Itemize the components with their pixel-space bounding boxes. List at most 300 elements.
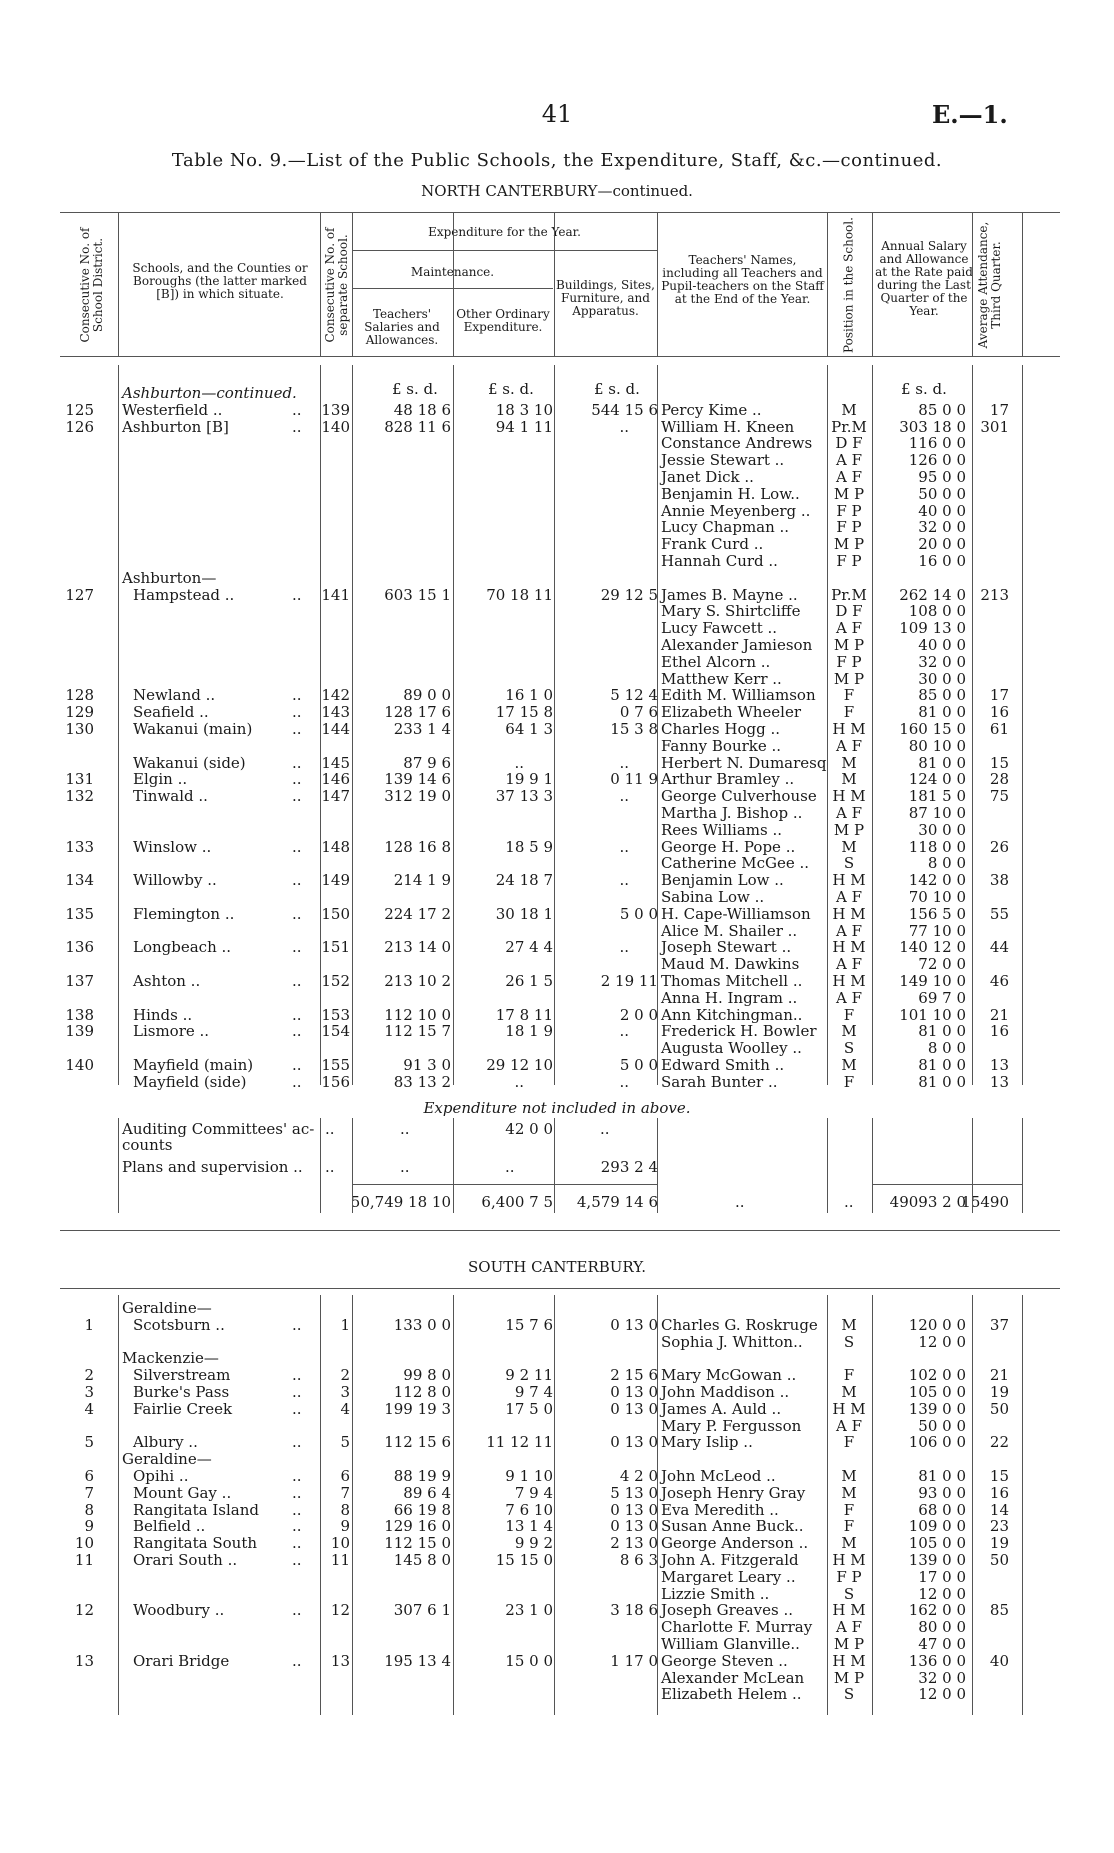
leader-dots: .. [292,1651,302,1670]
total-position: .. [844,1193,854,1211]
column-rule [1022,212,1023,357]
salaries-value: .. [400,1158,410,1176]
salaries-value: 112 15 7 [384,1022,451,1041]
salaries-value: 88 19 9 [393,1467,451,1485]
school-no: .. [325,1158,335,1176]
column-rule [827,212,828,357]
table-row [0,486,1114,503]
other-value: .. [505,1158,515,1176]
table-row [0,1074,1114,1091]
school-name: Tinwald .. [133,787,208,806]
annual-salary: 40 0 0 [918,501,966,520]
teacher-name: Rees Williams .. [661,820,783,839]
teacher-name: Mary S. Shirtcliffe [661,602,801,621]
school-no: 13 [330,1651,350,1670]
school-name: Lismore .. [133,1022,210,1041]
school-name: Opihi .. [133,1467,189,1485]
table-row [0,536,1114,553]
column-rule [453,1295,454,1715]
other-value: 70 18 11 [486,585,553,604]
position: F P [836,1567,862,1586]
table-row [0,1686,1114,1703]
table-row [0,654,1114,671]
salaries-value: .. [400,1120,410,1138]
position: H M [832,871,866,890]
position: M [841,837,857,856]
district-no: 125 [65,400,94,419]
attendance: 23 [989,1517,1009,1536]
header-bottom-rule [60,356,1060,357]
annual-salary: 77 10 0 [908,921,966,940]
table-row [0,872,1114,889]
attendance: 40 [989,1651,1009,1670]
position: H M [832,972,866,990]
salaries-value: 603 15 1 [384,585,451,604]
teacher-name: Charles Hogg .. [661,720,781,738]
table-row [0,570,1114,587]
table-row [0,973,1114,990]
leader-dots: .. [292,787,302,806]
position: F [843,1072,855,1091]
school-no: 12 [330,1601,350,1620]
table-row [0,889,1114,906]
school-name: Geraldine— [122,1450,212,1469]
teacher-name: Arthur Bramley .. [661,770,795,789]
school-no: 3 [340,1383,350,1401]
column-rule [453,1118,454,1213]
annual-salary: 81 0 0 [918,1072,966,1091]
position: A F [835,888,862,906]
position: Pr.M [831,585,867,604]
school-name: Newland .. [133,686,216,705]
leader-dots: .. [292,1005,302,1024]
totals-rule [353,1184,658,1185]
total-attendance: 15490 [961,1193,1009,1211]
school-name: Orari Bridge [133,1651,230,1670]
salaries-value: 213 10 2 [384,972,451,990]
header-salary: Annual Salary and Allowance at the Rate paid during the Last Quarter of the Year. [875,239,973,318]
attendance: 22 [989,1433,1009,1452]
annual-salary: 50 0 0 [918,484,966,503]
school-name: Scotsburn .. [133,1315,225,1334]
leader-dots: .. [292,1433,302,1452]
buildings-value: .. [619,837,629,856]
buildings-value: 2 19 11 [600,972,658,990]
header-expenditure: Expenditure for the Year. [428,225,581,239]
position: S [843,1584,855,1603]
other-value: 64 1 3 [505,720,553,738]
totals-row [0,1194,1114,1211]
position: A F [835,1618,862,1637]
table-row [0,755,1114,772]
other-value: 13 1 4 [505,1517,553,1536]
district-no: 4 [84,1399,94,1418]
school-name: Mayfield (main) [133,1056,254,1074]
position: F [843,1500,855,1519]
leader-dots: .. [292,1315,302,1334]
buildings-value: 0 13 0 [610,1433,658,1452]
school-no: 8 [340,1500,350,1519]
school-no: 139 [321,400,350,419]
teacher-name: Benjamin H. Low.. [661,484,800,503]
column-rule [352,1118,353,1213]
leader-dots: .. [292,871,302,890]
school-no: 142 [321,686,350,705]
other-value: 15 0 0 [505,1651,553,1670]
column-rule [657,365,658,1085]
annual-salary: 81 0 0 [918,753,966,772]
column-rule [352,212,353,357]
attendance: 55 [989,904,1009,923]
school-name: Willowby .. [133,871,217,890]
district-no: 3 [84,1383,94,1401]
district-no: 10 [74,1534,94,1553]
annual-salary: 162 0 0 [908,1601,966,1620]
header-school-no: Consecutive No. of separate School. [323,227,350,343]
annual-salary: 93 0 0 [918,1483,966,1502]
table-row [0,1552,1114,1569]
district-no: 11 [74,1551,94,1569]
position: A F [835,619,862,638]
column-rule [827,365,828,1085]
salaries-value: 213 14 0 [384,938,451,957]
school-name: Ashburton [B] [122,417,229,436]
position: H M [832,904,866,923]
salaries-value: 112 15 0 [384,1534,451,1553]
teacher-name: Lizzie Smith .. [661,1584,770,1603]
teacher-name: Lucy Fawcett .. [661,619,778,638]
table-row [0,1451,1114,1468]
currency-ann: £ s. d. [901,380,947,398]
table-row [0,704,1114,721]
teacher-name: John A. Fitzgerald [661,1551,799,1569]
column-rule [657,1295,658,1715]
position: M [841,753,857,772]
school-no: 141 [321,585,350,604]
school-name: Rangitata South [133,1534,258,1553]
annual-salary: 106 0 0 [908,1433,966,1452]
attendance: 15 [989,753,1009,772]
district-no: 130 [65,720,94,738]
position: A F [835,921,862,940]
position: S [843,1332,855,1351]
table-row [0,1619,1114,1636]
other-value: 11 12 11 [486,1433,553,1452]
other-value: 26 1 5 [505,972,553,990]
attendance: 28 [989,770,1009,789]
district-no: 133 [65,837,94,856]
salaries-value: 139 14 6 [384,770,451,789]
annual-salary: 30 0 0 [918,669,966,688]
teacher-name: Eva Meredith .. [661,1500,779,1519]
school-no: 6 [340,1467,350,1485]
teacher-name: George Steven .. [661,1651,788,1670]
district-no: 8 [84,1500,94,1519]
district-no: 131 [65,770,94,789]
leader-dots: .. [292,400,302,419]
table-row [0,1040,1114,1057]
buildings-value: 0 13 0 [610,1383,658,1401]
table-title: Table No. 9.—List of the Public Schools, the Expenditure, Staff, &c.—continued. [171,150,943,171]
other-value: 94 1 11 [495,417,553,436]
teacher-name: Edward Smith .. [661,1056,785,1074]
teacher-name: James A. Auld .. [661,1399,782,1418]
attendance: 14 [989,1500,1009,1519]
school-name: Woodbury .. [133,1601,225,1620]
school-no: 149 [321,871,350,890]
school-name: Belfield .. [133,1517,206,1536]
table-row [0,1602,1114,1619]
school-name: Albury .. [133,1433,198,1452]
school-no: 152 [321,972,350,990]
annual-salary: 160 15 0 [899,720,966,738]
page-number: 41 [541,100,573,128]
leader-dots: .. [292,1383,302,1401]
teacher-name: Matthew Kerr .. [661,669,782,688]
header-top-rule [60,212,1060,213]
district-no: 6 [84,1467,94,1485]
position: S [843,1039,855,1058]
leader-dots: .. [292,1483,302,1502]
school-no: 155 [321,1056,350,1074]
district-no: 13 [74,1651,94,1670]
annual-salary: 50 0 0 [918,1416,966,1435]
salaries-value: 99 8 0 [403,1366,451,1385]
attendance: 75 [989,787,1009,806]
salaries-value: 87 9 6 [403,753,451,772]
teacher-name: Hannah Curd .. [661,552,778,570]
position: M P [833,1635,865,1653]
annual-salary: 32 0 0 [918,1668,966,1687]
table-row [0,855,1114,872]
teacher-name: Thomas Mitchell .. [661,972,803,990]
annual-salary: 95 0 0 [918,468,966,486]
teacher-name: Mary P. Fergusson [661,1416,802,1435]
table-row [0,687,1114,704]
position: F [843,686,855,705]
annual-salary: 303 18 0 [899,417,966,436]
total-other: 6,400 7 5 [481,1193,553,1211]
school-no: 143 [321,703,350,722]
annual-salary: 85 0 0 [918,686,966,705]
leader-dots: .. [292,686,302,705]
position: S [843,854,855,873]
table-row [0,1057,1114,1074]
table-row [0,1434,1114,1451]
district-no: 139 [65,1022,94,1041]
teacher-name: Frank Curd .. [661,535,764,554]
totals-rule-right [872,1184,1022,1185]
annual-salary: 69 7 0 [918,988,966,1007]
school-name: Ashton .. [133,972,201,990]
other-value: 17 8 11 [495,1005,553,1024]
salaries-value: 89 6 4 [403,1483,451,1502]
column-rule [118,365,119,1085]
leader-dots: .. [292,904,302,923]
position: M [841,400,857,419]
attendance: 17 [989,400,1009,419]
salaries-value: 128 16 8 [384,837,451,856]
school-no: 11 [330,1551,350,1569]
table-row [0,1653,1114,1670]
column-rule [872,1118,873,1213]
school-no: 148 [321,837,350,856]
annual-salary: 81 0 0 [918,1056,966,1074]
column-rule [320,365,321,1085]
leader-dots: .. [292,837,302,856]
annual-salary: 8 0 0 [927,854,966,873]
position: F [843,1005,855,1024]
table-row [0,452,1114,469]
position: M P [833,535,865,554]
annual-salary: 139 0 0 [908,1399,966,1418]
column-rule [320,1118,321,1213]
teacher-name: Alexander Jamieson [661,636,813,654]
teacher-name: John McLeod .. [661,1467,776,1485]
school-name: Orari South .. [133,1551,238,1569]
other-value: 27 4 4 [505,938,553,957]
leader-dots: .. [292,1399,302,1418]
teacher-name: Joseph Stewart .. [661,938,792,957]
school-name: Wakanui (main) [133,720,253,738]
table-row [0,906,1114,923]
attendance: 38 [989,871,1009,890]
school-name: Rangitata Island [133,1500,259,1519]
teacher-name: Edith M. Williamson [661,686,816,705]
attendance: 13 [989,1056,1009,1074]
buildings-value: 4 2 0 [619,1467,658,1485]
salaries-value: 91 3 0 [403,1056,451,1074]
total-teacher: .. [735,1193,745,1211]
column-rule [972,1118,973,1213]
teacher-name: William Glanville.. [661,1635,800,1653]
attendance: 61 [989,720,1009,738]
annual-salary: 156 5 0 [908,904,966,923]
annual-salary: 126 0 0 [908,451,966,470]
other-value: 17 15 8 [495,703,553,722]
school-no: 9 [340,1517,350,1536]
attendance: 19 [989,1534,1009,1553]
annual-salary: 70 10 0 [908,888,966,906]
leader-dots: .. [292,1072,302,1091]
district-no: 5 [84,1433,94,1452]
teacher-name: Augusta Woolley .. [661,1039,802,1058]
teacher-name: James B. Mayne .. [661,585,798,604]
annual-salary: 124 0 0 [908,770,966,789]
table-row [0,1569,1114,1586]
other-value: .. [514,753,524,772]
school-name: Ashburton— [122,568,217,587]
column-rule [827,1118,828,1213]
district-no: 12 [74,1601,94,1620]
buildings-value: .. [619,787,629,806]
district-no: 132 [65,787,94,806]
annual-salary: 149 10 0 [899,972,966,990]
annual-salary: 17 0 0 [918,1567,966,1586]
annual-salary: 139 0 0 [908,1551,966,1569]
annual-salary: 85 0 0 [918,400,966,419]
leader-dots: .. [292,753,302,772]
column-rule [1022,365,1023,1085]
annual-salary: 12 0 0 [918,1332,966,1351]
column-rule [118,1118,119,1213]
position: H M [832,720,866,738]
district-no: 127 [65,585,94,604]
attendance: 13 [989,1072,1009,1091]
annual-salary: 140 12 0 [899,938,966,957]
position: H M [832,1399,866,1418]
school-name: Fairlie Creek [133,1399,233,1418]
salaries-value: 233 1 4 [393,720,451,738]
other-value: 9 9 2 [514,1534,553,1553]
column-rule [1022,1295,1023,1715]
school-name: Hampstead .. [133,585,235,604]
other-value: 24 18 7 [495,871,553,890]
table-row [0,1670,1114,1687]
column-rule [972,212,973,357]
salaries-value: 214 1 9 [393,871,451,890]
district-no: 126 [65,417,94,436]
leader-dots: .. [292,417,302,436]
attendance: 21 [989,1366,1009,1385]
school-no: 147 [321,787,350,806]
table-row [0,956,1114,973]
attendance: 16 [989,1022,1009,1041]
position: F P [836,552,862,570]
column-rule [554,1295,555,1715]
section-title-south: SOUTH CANTERBURY. [468,1258,646,1276]
school-no: 2 [340,1366,350,1385]
teacher-name: George Anderson .. [661,1534,809,1553]
buildings-value: .. [619,871,629,890]
position: A F [835,988,862,1007]
salaries-value: 83 13 2 [393,1072,451,1091]
table-row [0,1317,1114,1334]
header-schools: Schools, and the Counties or Boroughs (the latter marked [B]) in which situate. [132,261,308,301]
position: H M [832,938,866,957]
table-row [0,839,1114,856]
table-row [0,1367,1114,1384]
school-no: 150 [321,904,350,923]
annual-salary: 72 0 0 [918,955,966,974]
buildings-value: 2 13 0 [610,1534,658,1553]
school-no: 4 [340,1399,350,1418]
school-name: Elgin .. [133,770,188,789]
annual-salary: 105 0 0 [908,1383,966,1401]
buildings-value: 1 17 0 [610,1651,658,1670]
position: M P [833,1668,865,1687]
position: A F [835,451,862,470]
column-rule [657,1118,658,1213]
column-rule [320,212,321,357]
school-no: 1 [340,1315,350,1334]
school-name: Westerfield .. [122,400,223,419]
attendance: 50 [989,1551,1009,1569]
table-row [0,1418,1114,1435]
annual-salary: 101 10 0 [899,1005,966,1024]
table-row [0,1535,1114,1552]
column-rule [972,1295,973,1715]
teacher-name: Mary McGowan .. [661,1366,797,1385]
position: D F [835,602,863,621]
other-value: 9 1 10 [505,1467,553,1485]
other-value: .. [514,1072,524,1091]
salaries-value: 145 8 0 [393,1551,451,1569]
column-rule [118,212,119,357]
table-row [0,469,1114,486]
teacher-name: Jessie Stewart .. [661,451,785,470]
buildings-value: 5 13 0 [610,1483,658,1502]
